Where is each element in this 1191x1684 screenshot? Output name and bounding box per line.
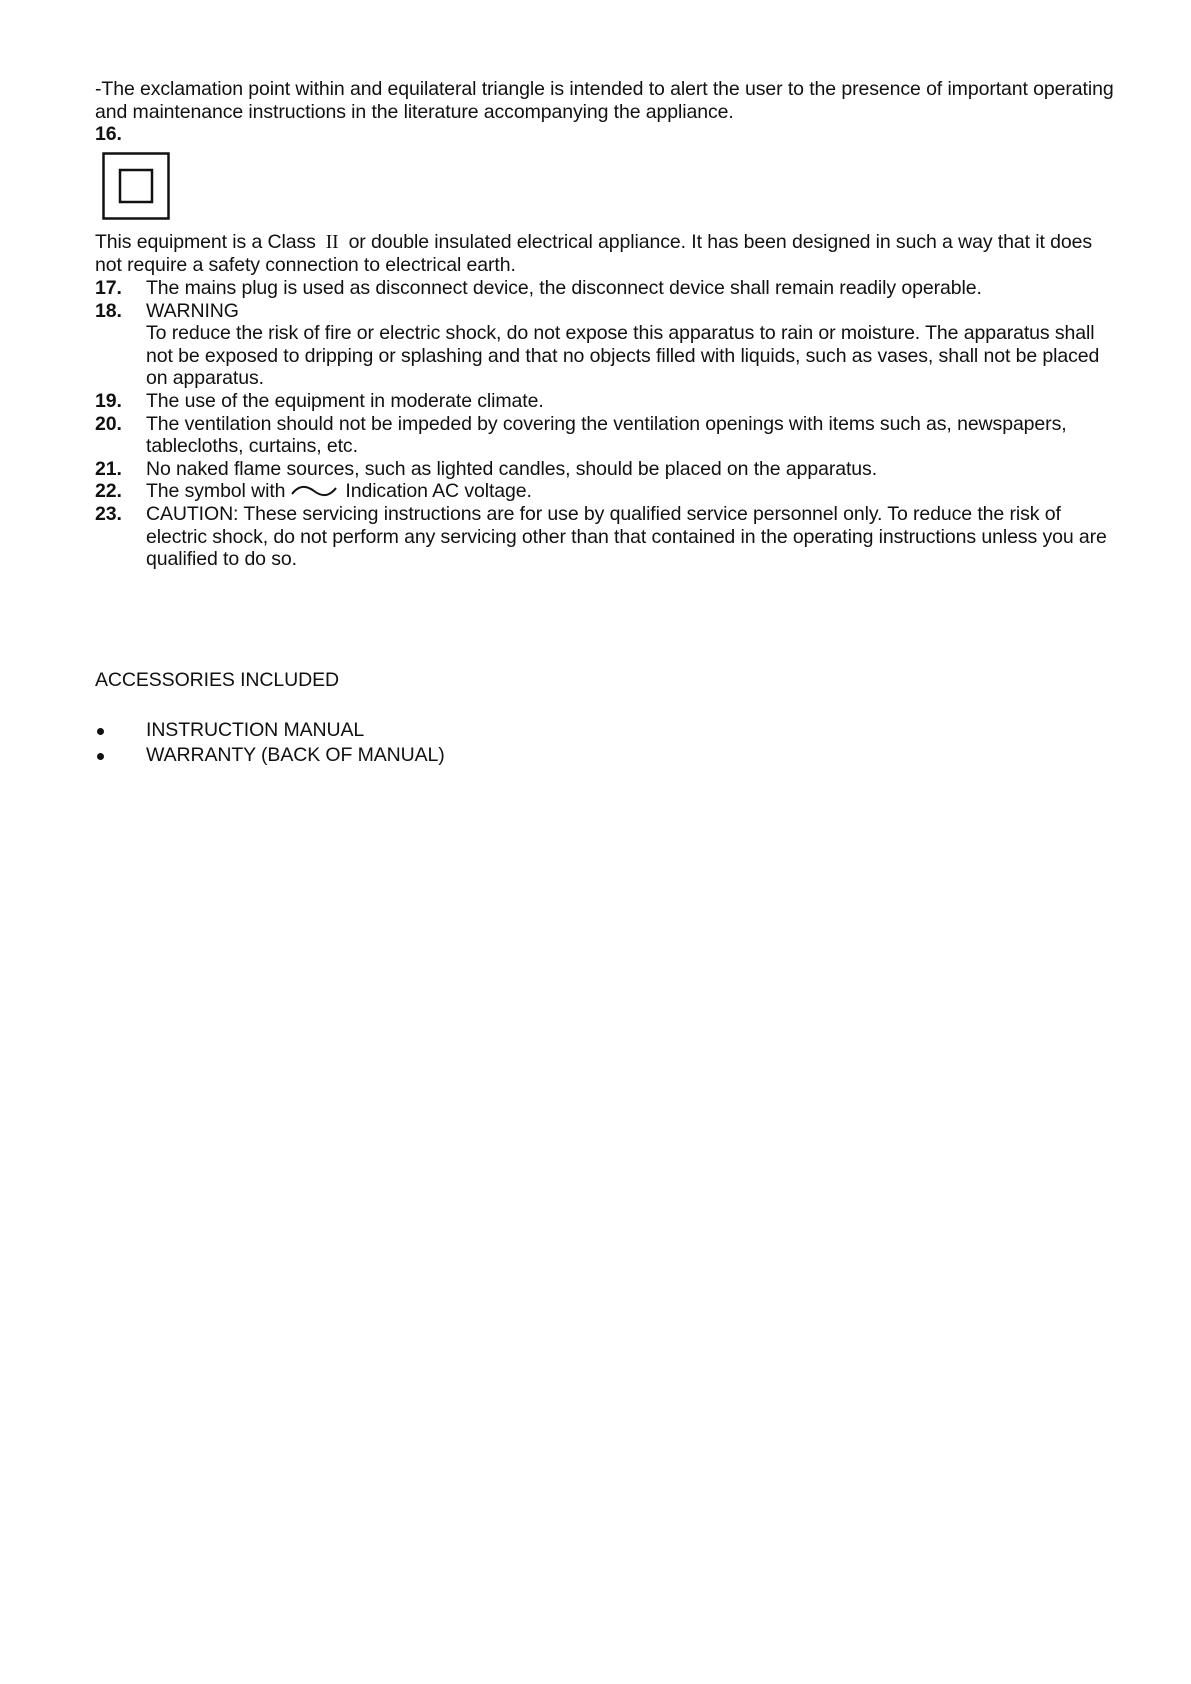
accessories-list bbox=[95, 718, 1115, 768]
item-number: 23. bbox=[95, 502, 122, 525]
class-ii-text-before: This equipment is a Class bbox=[95, 230, 316, 253]
item-17 bbox=[95, 277, 1115, 300]
class-ii-mark: II bbox=[325, 231, 339, 253]
item-number: 22. bbox=[95, 480, 122, 503]
document-page bbox=[95, 78, 1115, 788]
bullet-icon bbox=[95, 744, 146, 767]
item-number: 20. bbox=[95, 412, 122, 435]
item-text-after: Indication AC voltage. bbox=[345, 480, 532, 503]
item-20 bbox=[95, 413, 1115, 458]
list-item bbox=[95, 718, 1115, 743]
item-16 bbox=[95, 123, 1115, 277]
item-22 bbox=[95, 480, 1115, 503]
item-text: CAUTION: These servicing instructions are for use by qualified service personnel only. To reduce the risk of electric shock, do not perform any servicing other than that contained in the operating instructions unless you are qualified to do so. bbox=[146, 502, 1107, 571]
item-number: 16. bbox=[95, 123, 122, 146]
bullet-icon bbox=[95, 719, 146, 742]
item-text: The ventilation should not be impeded by covering the ventilation openings with items such as, newspapers, tablecloths, curtains, etc. bbox=[146, 412, 1067, 458]
item-23 bbox=[95, 503, 1115, 571]
ac-wave-icon bbox=[291, 484, 337, 498]
accessory-label: WARRANTY (BACK OF MANUAL) bbox=[146, 744, 445, 767]
accessories-title: ACCESSORIES INCLUDED bbox=[95, 668, 339, 691]
item-text: The use of the equipment in moderate climate. bbox=[146, 389, 544, 412]
item-number: 18. bbox=[95, 299, 122, 322]
list-item bbox=[95, 743, 1115, 768]
intro-paragraph: -The exclamation point within and equilateral triangle is intended to alert the user to the presence of important operating and maintenance instructions in the literature accompanying the appliance. bbox=[95, 78, 1114, 123]
item-text: The mains plug is used as disconnect device, the disconnect device shall remain readily operable. bbox=[146, 276, 982, 299]
warning-heading: WARNING bbox=[146, 299, 239, 322]
item-number: 19. bbox=[95, 389, 122, 412]
class-ii-double-square-icon bbox=[102, 152, 170, 220]
item-number: 21. bbox=[95, 457, 122, 480]
class-ii-paragraph bbox=[95, 231, 1115, 277]
item-19 bbox=[95, 390, 1115, 413]
class-ii-text-after: or double insulated electrical appliance. It has been designed in such a way that it does not require a safety connection to electrical earth. bbox=[95, 230, 1092, 277]
item-18 bbox=[95, 300, 1115, 390]
item-text: To reduce the risk of fire or electric shock, do not expose this apparatus to rain or moisture. The apparatus shall not be exposed to dripping or splashing and that no objects filled with liquids, such as vases, shall not be placed on apparatus. bbox=[146, 322, 1100, 390]
item-number: 17. bbox=[95, 276, 122, 299]
item-text-before: The symbol with bbox=[146, 480, 286, 503]
item-21 bbox=[95, 458, 1115, 481]
item-text: No naked flame sources, such as lighted candles, should be placed on the apparatus. bbox=[146, 457, 878, 480]
accessory-label: INSTRUCTION MANUAL bbox=[146, 719, 365, 742]
